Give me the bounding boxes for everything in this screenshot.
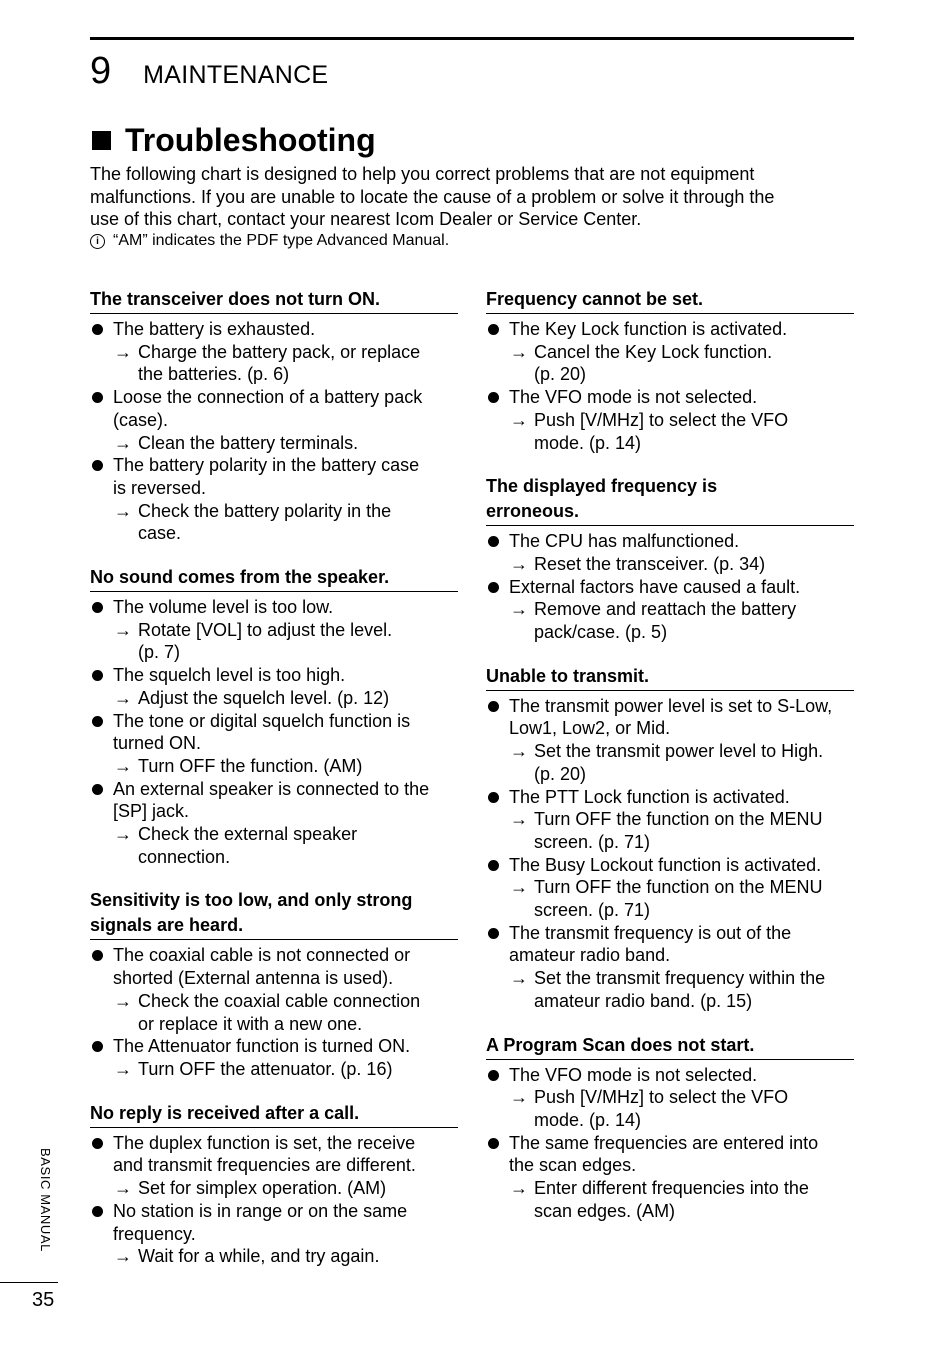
problem-item: [90, 318, 458, 341]
solution-line: Check the battery polarity in the: [138, 500, 392, 521]
block-title-line: Sensitivity is too low, and only strong: [90, 890, 413, 911]
block-title-line: No sound comes from the speaker.: [90, 567, 390, 588]
block-title: [486, 664, 854, 691]
problem-line: No station is in range or on the same: [113, 1200, 408, 1221]
section-title: [90, 121, 376, 159]
solution-item: [486, 341, 854, 386]
problem-line: External factors have caused a fault.: [509, 576, 801, 597]
arrow-icon: →: [114, 1246, 132, 1267]
problem-line: An external speaker is connected to the: [113, 778, 430, 799]
solution-line: Check the external speaker: [138, 824, 358, 845]
troubleshooting-block: [90, 1101, 458, 1268]
problem-line: and transmit frequencies are different.: [113, 1155, 416, 1176]
troubleshooting-block: [90, 287, 458, 545]
solution-line: Remove and reattach the battery: [534, 599, 797, 620]
right-column: [486, 287, 854, 1243]
problem-item: [486, 854, 854, 877]
block-title-line: signals are heard.: [90, 915, 244, 936]
arrow-icon: →: [510, 409, 528, 430]
problem-line: the scan edges.: [509, 1155, 637, 1176]
block-title-line: Unable to transmit.: [486, 665, 650, 686]
problem-item: [90, 454, 458, 499]
block-title: [90, 565, 458, 592]
problem-line: The Key Lock function is activated.: [509, 319, 788, 339]
arrow-icon: →: [510, 553, 528, 574]
block-title: [486, 474, 854, 526]
problem-line: The VFO mode is not selected.: [509, 1064, 758, 1085]
problem-line: The same frequencies are entered into: [509, 1132, 819, 1153]
arrow-icon: →: [114, 500, 132, 521]
problem-line: The transmit power level is set to S-Low,: [509, 695, 833, 716]
problem-line: Loose the connection of a battery pack: [113, 387, 423, 408]
problem-item: [486, 786, 854, 809]
arrow-icon: →: [510, 741, 528, 762]
solution-line: pack/case. (p. 5): [534, 622, 668, 643]
intro-line: malfunctions. If you are unable to locate the cause of a problem or solve it through the: [90, 186, 775, 207]
solution-line: Set for simplex operation. (AM): [138, 1178, 387, 1199]
solution-line: (p. 20): [534, 763, 587, 784]
solution-line: (p. 20): [534, 364, 587, 385]
solution-item: [90, 823, 458, 868]
solution-line: Reset the transceiver. (p. 34): [534, 553, 766, 574]
solution-line: Clean the battery terminals.: [138, 432, 359, 453]
arrow-icon: →: [114, 990, 132, 1011]
solution-item: [486, 1086, 854, 1131]
solution-item: [90, 755, 458, 778]
solution-line: screen. (p. 71): [534, 831, 651, 852]
arrow-icon: →: [114, 824, 132, 845]
problem-line: The PTT Lock function is activated.: [509, 786, 790, 807]
solution-line: or replace it with a new one.: [138, 1013, 363, 1034]
am-note: [90, 231, 449, 251]
problem-item: [486, 318, 854, 341]
solution-line: the batteries. (p. 6): [138, 364, 290, 385]
arrow-icon: →: [510, 809, 528, 830]
arrow-icon: →: [114, 687, 132, 708]
problem-line: The tone or digital squelch function is: [113, 710, 411, 731]
intro-line: The following chart is designed to help you correct problems that are not equipment: [90, 164, 755, 184]
solution-line: case.: [138, 523, 182, 544]
block-title: [486, 287, 854, 314]
troubleshooting-block: [90, 565, 458, 868]
problem-item: [90, 664, 458, 687]
block-title-line: The transceiver does not turn ON.: [90, 289, 381, 309]
problem-item: [486, 695, 854, 740]
problem-line: The transmit frequency is out of the: [509, 922, 792, 943]
solution-line: Push [V/MHz] to select the VFO: [534, 409, 789, 430]
arrow-icon: →: [510, 968, 528, 989]
troubleshooting-block: [486, 1033, 854, 1223]
problem-line: The squelch level is too high.: [113, 665, 346, 686]
info-icon: i: [90, 234, 105, 249]
solution-item: [486, 409, 854, 454]
problem-line: shorted (External antenna is used).: [113, 968, 394, 989]
solution-line: Turn OFF the function on the MENU: [534, 809, 823, 830]
solution-line: Wait for a while, and try again.: [138, 1246, 380, 1267]
troubleshooting-block: [486, 664, 854, 1013]
problem-line: [SP] jack.: [113, 801, 190, 822]
problem-item: [90, 1132, 458, 1177]
problem-item: [486, 1132, 854, 1177]
problem-item: [90, 710, 458, 755]
solution-line: mode. (p. 14): [534, 1109, 642, 1130]
solution-item: [90, 341, 458, 386]
solution-line: scan edges. (AM): [534, 1200, 676, 1221]
arrow-icon: →: [510, 1178, 528, 1199]
problem-line: The coaxial cable is not connected or: [113, 945, 411, 966]
solution-line: mode. (p. 14): [534, 432, 642, 453]
solution-line: Cancel the Key Lock function.: [534, 341, 773, 362]
solution-item: [486, 1177, 854, 1222]
intro-line: use of this chart, contact your nearest Icom Dealer or Service Center.: [90, 209, 642, 230]
block-title-line: No reply is received after a call.: [90, 1102, 360, 1123]
solution-item: [486, 876, 854, 921]
side-label: BASIC MANUAL: [38, 1148, 53, 1253]
solution-line: Enter different frequencies into the: [534, 1178, 809, 1199]
page-number: 35: [32, 1289, 55, 1311]
block-title-line: The displayed frequency is: [486, 476, 718, 497]
problem-item: [90, 1200, 458, 1245]
troubleshooting-block: [486, 474, 854, 644]
square-bullet-icon: [92, 131, 111, 150]
problem-item: [90, 1035, 458, 1058]
problem-line: frequency.: [113, 1223, 196, 1244]
arrow-icon: →: [114, 1058, 132, 1079]
solution-item: [486, 740, 854, 785]
problem-line: The battery is exhausted.: [113, 319, 316, 339]
solution-line: Rotate [VOL] to adjust the level.: [138, 619, 393, 640]
block-title-line: A Program Scan does not start.: [486, 1034, 755, 1055]
arrow-icon: →: [114, 432, 132, 453]
problem-line: The CPU has malfunctioned.: [509, 531, 740, 552]
troubleshooting-block: [90, 888, 458, 1080]
block-title: [90, 888, 458, 940]
solution-line: Turn OFF the function on the MENU: [534, 877, 823, 898]
problem-line: The duplex function is set, the receive: [113, 1132, 416, 1153]
arrow-icon: →: [510, 341, 528, 362]
solution-item: [90, 1177, 458, 1200]
chapter-title: MAINTENANCE: [143, 61, 329, 89]
solution-line: screen. (p. 71): [534, 900, 651, 921]
problem-item: [486, 386, 854, 409]
problem-line: The volume level is too low.: [113, 597, 334, 618]
bottom-rule: [0, 1282, 58, 1283]
troubleshooting-block: [486, 287, 854, 454]
problem-line: Low1, Low2, or Mid.: [509, 718, 671, 739]
solution-item: [90, 1058, 458, 1081]
chapter-header: [90, 50, 328, 92]
solution-line: Adjust the squelch level. (p. 12): [138, 687, 390, 708]
solution-item: [486, 598, 854, 643]
solution-line: Charge the battery pack, or replace: [138, 341, 421, 362]
block-title: [90, 287, 458, 314]
solution-item: [90, 500, 458, 545]
problem-line: amateur radio band.: [509, 945, 671, 966]
solution-item: [486, 967, 854, 1012]
problem-item: [486, 1064, 854, 1087]
problem-item: [90, 944, 458, 989]
intro-paragraph: [90, 163, 860, 231]
problem-line: turned ON.: [113, 733, 202, 754]
solution-item: [90, 990, 458, 1035]
problem-item: [486, 576, 854, 599]
problem-line: (case).: [113, 409, 169, 430]
arrow-icon: →: [510, 1087, 528, 1108]
solution-item: [90, 432, 458, 455]
solution-line: Turn OFF the attenuator. (p. 16): [138, 1058, 393, 1079]
solution-line: Push [V/MHz] to select the VFO: [534, 1087, 789, 1108]
arrow-icon: →: [114, 341, 132, 362]
problem-line: The VFO mode is not selected.: [509, 387, 758, 408]
section-title-text: Troubleshooting: [125, 122, 376, 158]
solution-item: [90, 619, 458, 664]
problem-line: The battery polarity in the battery case: [113, 455, 420, 476]
problem-item: [90, 386, 458, 431]
arrow-icon: →: [114, 619, 132, 640]
problem-line: is reversed.: [113, 477, 207, 498]
problem-item: [486, 530, 854, 553]
problem-item: [90, 778, 458, 823]
block-title-line: Frequency cannot be set.: [486, 289, 704, 309]
solution-item: [486, 808, 854, 853]
chapter-number: 9: [90, 50, 112, 92]
problem-item: [486, 922, 854, 967]
top-rule: [90, 37, 854, 40]
am-note-text: “AM” indicates the PDF type Advanced Manual.: [113, 232, 450, 249]
solution-item: [486, 553, 854, 576]
arrow-icon: →: [510, 599, 528, 620]
solution-line: (p. 7): [138, 642, 181, 663]
solution-item: [90, 687, 458, 710]
solution-line: amateur radio band. (p. 15): [534, 990, 753, 1011]
problem-line: The Attenuator function is turned ON.: [113, 1036, 411, 1057]
block-title: [486, 1033, 854, 1060]
arrow-icon: →: [114, 1178, 132, 1199]
solution-line: Set the transmit frequency within the: [534, 968, 826, 989]
solution-line: connection.: [138, 846, 231, 867]
block-title: [90, 1101, 458, 1128]
problem-item: [90, 596, 458, 619]
block-title-line: erroneous.: [486, 501, 580, 522]
left-column: [90, 287, 458, 1288]
solution-line: Set the transmit power level to High.: [534, 741, 824, 762]
arrow-icon: →: [510, 877, 528, 898]
arrow-icon: →: [114, 755, 132, 776]
problem-line: The Busy Lockout function is activated.: [509, 854, 822, 875]
solution-item: [90, 1245, 458, 1268]
solution-line: Turn OFF the function. (AM): [138, 755, 363, 776]
solution-line: Check the coaxial cable connection: [138, 990, 421, 1011]
